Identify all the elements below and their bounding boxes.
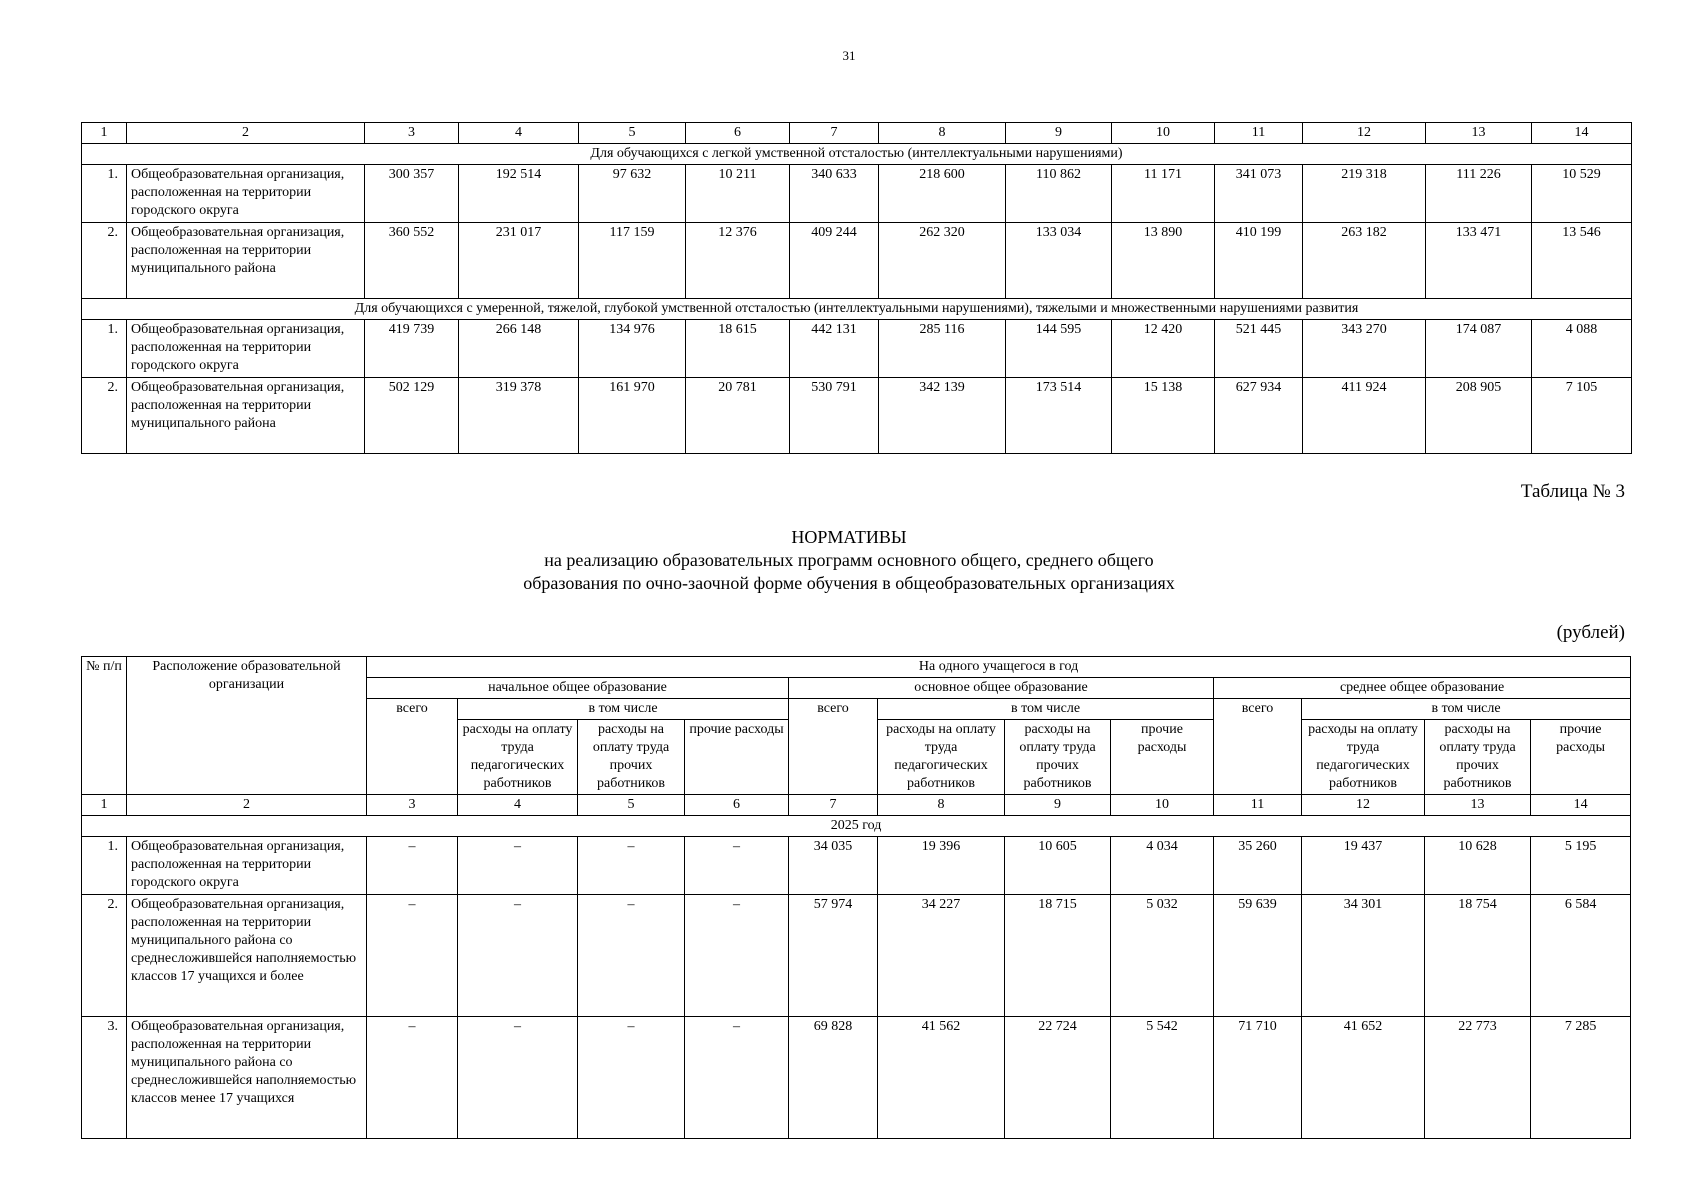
col-number: 11 — [1214, 795, 1302, 816]
cell-value: 10 605 — [1005, 837, 1111, 895]
col-number: 2 — [127, 123, 365, 144]
header-group: начальное общее образование — [367, 678, 789, 699]
cell-value: 57 974 — [789, 895, 878, 1017]
row-name: Общеобразовательная организация, расположенная на территории муниципального района — [127, 378, 365, 454]
table-label: Таблица № 3 — [1520, 481, 1625, 502]
header-sub: расходы на оплату труда прочих работников — [1425, 720, 1531, 795]
table-row — [82, 895, 1631, 1017]
header-sub: расходы на оплату труда прочих работников — [578, 720, 685, 795]
col-number: 11 — [1215, 123, 1303, 144]
cell-value: 7 105 — [1532, 378, 1632, 454]
col-number: 10 — [1111, 795, 1214, 816]
cell-value: 22 724 — [1005, 1017, 1111, 1139]
cell-value: 530 791 — [790, 378, 879, 454]
cell-value: 71 710 — [1214, 1017, 1302, 1139]
col-number: 12 — [1302, 795, 1425, 816]
col-number: 2 — [127, 795, 367, 816]
row-number: 2. — [82, 223, 127, 299]
header-location: Расположение образовательной организации — [127, 657, 367, 795]
section-title: Для обучающихся с легкой умственной отсталостью (интеллектуальными нарушениями) — [82, 144, 1632, 165]
cell-value: 18 715 — [1005, 895, 1111, 1017]
cell-value: 97 632 — [579, 165, 686, 223]
col-number: 8 — [878, 795, 1005, 816]
cell-value: 442 131 — [790, 320, 879, 378]
cell-value: 20 781 — [686, 378, 790, 454]
row-number: 1. — [82, 320, 127, 378]
cell-value: 34 301 — [1302, 895, 1425, 1017]
cell-value: – — [367, 837, 458, 895]
cell-value: 410 199 — [1215, 223, 1303, 299]
col-number: 14 — [1531, 795, 1631, 816]
header-sub: прочие расходы — [1531, 720, 1631, 795]
row-number: 1. — [82, 165, 127, 223]
top-table — [81, 122, 1632, 454]
header-including: в том числе — [878, 699, 1214, 720]
cell-value: 219 318 — [1303, 165, 1426, 223]
cell-value: 208 905 — [1426, 378, 1532, 454]
cell-value: 342 139 — [879, 378, 1006, 454]
row-number: 2. — [82, 895, 127, 1017]
title-line: на реализацию образовательных программ основного общего, среднего общего — [544, 550, 1154, 570]
cell-value: 11 171 — [1112, 165, 1215, 223]
cell-value: 18 615 — [686, 320, 790, 378]
cell-value: – — [458, 895, 578, 1017]
cell-value: 4 088 — [1532, 320, 1632, 378]
cell-value: 6 584 — [1531, 895, 1631, 1017]
row-name: Общеобразовательная организация, расположенная на территории городского округа — [127, 165, 365, 223]
header-row — [82, 657, 1631, 678]
year-row — [82, 816, 1631, 837]
column-number-row — [82, 123, 1632, 144]
col-number: 8 — [879, 123, 1006, 144]
col-number: 13 — [1426, 123, 1532, 144]
cell-value: 627 934 — [1215, 378, 1303, 454]
cell-value: 133 034 — [1006, 223, 1112, 299]
cell-value: 411 924 — [1303, 378, 1426, 454]
row-name: Общеобразовательная организация, расположенная на территории муниципального района со среднесложившейся наполняемостью классов менее 17 учащихся — [127, 1017, 367, 1139]
table-row — [82, 378, 1632, 454]
cell-value: 263 182 — [1303, 223, 1426, 299]
cell-value: 262 320 — [879, 223, 1006, 299]
row-number: 2. — [82, 378, 127, 454]
table-row — [82, 320, 1632, 378]
cell-value: 192 514 — [459, 165, 579, 223]
cell-value: – — [685, 837, 789, 895]
cell-value: 285 116 — [879, 320, 1006, 378]
standards-table — [81, 656, 1631, 1139]
header-sub: расходы на оплату труда прочих работников — [1005, 720, 1111, 795]
header-including: в том числе — [458, 699, 789, 720]
cell-value: 300 357 — [365, 165, 459, 223]
col-number: 7 — [789, 795, 878, 816]
col-number: 4 — [458, 795, 578, 816]
col-number: 14 — [1532, 123, 1632, 144]
header-sub: расходы на оплату труда педагогических работников — [878, 720, 1005, 795]
cell-value: 41 562 — [878, 1017, 1005, 1139]
section-title: Для обучающихся с умеренной, тяжелой, глубокой умственной отсталостью (интеллектуальными нарушениями), тяжелыми и множественными нарушениями развития — [82, 299, 1632, 320]
header-total: всего — [1214, 699, 1302, 795]
cell-value: 5 542 — [1111, 1017, 1214, 1139]
col-number: 3 — [367, 795, 458, 816]
section-header-row — [82, 144, 1632, 165]
cell-value: – — [685, 1017, 789, 1139]
cell-value: – — [367, 895, 458, 1017]
row-name: Общеобразовательная организация, расположенная на территории городского округа — [127, 837, 367, 895]
cell-value: 12 420 — [1112, 320, 1215, 378]
col-number: 6 — [685, 795, 789, 816]
cell-value: 22 773 — [1425, 1017, 1531, 1139]
col-number: 7 — [790, 123, 879, 144]
cell-value: 59 639 — [1214, 895, 1302, 1017]
col-number: 6 — [686, 123, 790, 144]
cell-value: 218 600 — [879, 165, 1006, 223]
table-row — [82, 837, 1631, 895]
cell-value: 4 034 — [1111, 837, 1214, 895]
cell-value: 19 396 — [878, 837, 1005, 895]
cell-value: 133 471 — [1426, 223, 1532, 299]
cell-value: 174 087 — [1426, 320, 1532, 378]
header-group: основное общее образование — [789, 678, 1214, 699]
row-number: 3. — [82, 1017, 127, 1139]
year-label: 2025 год — [82, 816, 1631, 837]
row-name: Общеобразовательная организация, расположенная на территории городского округа — [127, 320, 365, 378]
col-number: 12 — [1303, 123, 1426, 144]
header-sub: прочие расходы — [685, 720, 789, 795]
cell-value: 13 546 — [1532, 223, 1632, 299]
row-name: Общеобразовательная организация, расположенная на территории муниципального района — [127, 223, 365, 299]
row-name: Общеобразовательная организация, расположенная на территории муниципального района со среднесложившейся наполняемостью классов 17 учащихся и более — [127, 895, 367, 1017]
col-number: 9 — [1006, 123, 1112, 144]
cell-value: 34 227 — [878, 895, 1005, 1017]
cell-value: – — [367, 1017, 458, 1139]
header-num: № п/п — [82, 657, 127, 795]
cell-value: 10 211 — [686, 165, 790, 223]
title-line: образования по очно-заочной форме обучения в общеобразовательных организациях — [523, 573, 1175, 593]
cell-value: 360 552 — [365, 223, 459, 299]
col-number: 10 — [1112, 123, 1215, 144]
cell-value: 502 129 — [365, 378, 459, 454]
col-number: 1 — [82, 795, 127, 816]
cell-value: 110 862 — [1006, 165, 1112, 223]
document-title — [0, 526, 1698, 595]
header-sub: прочие расходы — [1111, 720, 1214, 795]
cell-value: 12 376 — [686, 223, 790, 299]
cell-value: 111 226 — [1426, 165, 1532, 223]
header-per-student: На одного учащегося в год — [367, 657, 1631, 678]
table-row — [82, 223, 1632, 299]
cell-value: 15 138 — [1112, 378, 1215, 454]
header-total: всего — [367, 699, 458, 795]
cell-value: 409 244 — [790, 223, 879, 299]
cell-value: 231 017 — [459, 223, 579, 299]
cell-value: 144 595 — [1006, 320, 1112, 378]
cell-value: 340 633 — [790, 165, 879, 223]
col-number: 13 — [1425, 795, 1531, 816]
cell-value: 10 529 — [1532, 165, 1632, 223]
cell-value: 266 148 — [459, 320, 579, 378]
cell-value: 69 828 — [789, 1017, 878, 1139]
column-number-row — [82, 795, 1631, 816]
cell-value: 341 073 — [1215, 165, 1303, 223]
section-header-row — [82, 299, 1632, 320]
cell-value: 10 628 — [1425, 837, 1531, 895]
cell-value: 343 270 — [1303, 320, 1426, 378]
cell-value: 18 754 — [1425, 895, 1531, 1017]
col-number: 4 — [459, 123, 579, 144]
units-label: (рублей) — [1556, 622, 1625, 643]
col-number: 5 — [578, 795, 685, 816]
header-group: среднее общее образование — [1214, 678, 1631, 699]
header-including: в том числе — [1302, 699, 1631, 720]
cell-value: 134 976 — [579, 320, 686, 378]
col-number: 5 — [579, 123, 686, 144]
cell-value: 35 260 — [1214, 837, 1302, 895]
cell-value: 13 890 — [1112, 223, 1215, 299]
title-heading: НОРМАТИВЫ — [791, 527, 907, 547]
page-number: 31 — [842, 48, 856, 63]
cell-value: – — [578, 837, 685, 895]
cell-value: 7 285 — [1531, 1017, 1631, 1139]
cell-value: 5 195 — [1531, 837, 1631, 895]
table-row — [82, 165, 1632, 223]
cell-value: – — [578, 895, 685, 1017]
cell-value: 117 159 — [579, 223, 686, 299]
header-total: всего — [789, 699, 878, 795]
cell-value: 419 739 — [365, 320, 459, 378]
cell-value: – — [578, 1017, 685, 1139]
cell-value: 161 970 — [579, 378, 686, 454]
col-number: 9 — [1005, 795, 1111, 816]
row-number: 1. — [82, 837, 127, 895]
header-sub: расходы на оплату труда педагогических работников — [1302, 720, 1425, 795]
cell-value: – — [458, 1017, 578, 1139]
header-sub: расходы на оплату труда педагогических работников — [458, 720, 578, 795]
cell-value: 41 652 — [1302, 1017, 1425, 1139]
cell-value: 34 035 — [789, 837, 878, 895]
cell-value: 5 032 — [1111, 895, 1214, 1017]
cell-value: – — [685, 895, 789, 1017]
cell-value: 173 514 — [1006, 378, 1112, 454]
cell-value: 521 445 — [1215, 320, 1303, 378]
cell-value: – — [458, 837, 578, 895]
cell-value: 319 378 — [459, 378, 579, 454]
col-number: 3 — [365, 123, 459, 144]
col-number: 1 — [82, 123, 127, 144]
table-row — [82, 1017, 1631, 1139]
cell-value: 19 437 — [1302, 837, 1425, 895]
